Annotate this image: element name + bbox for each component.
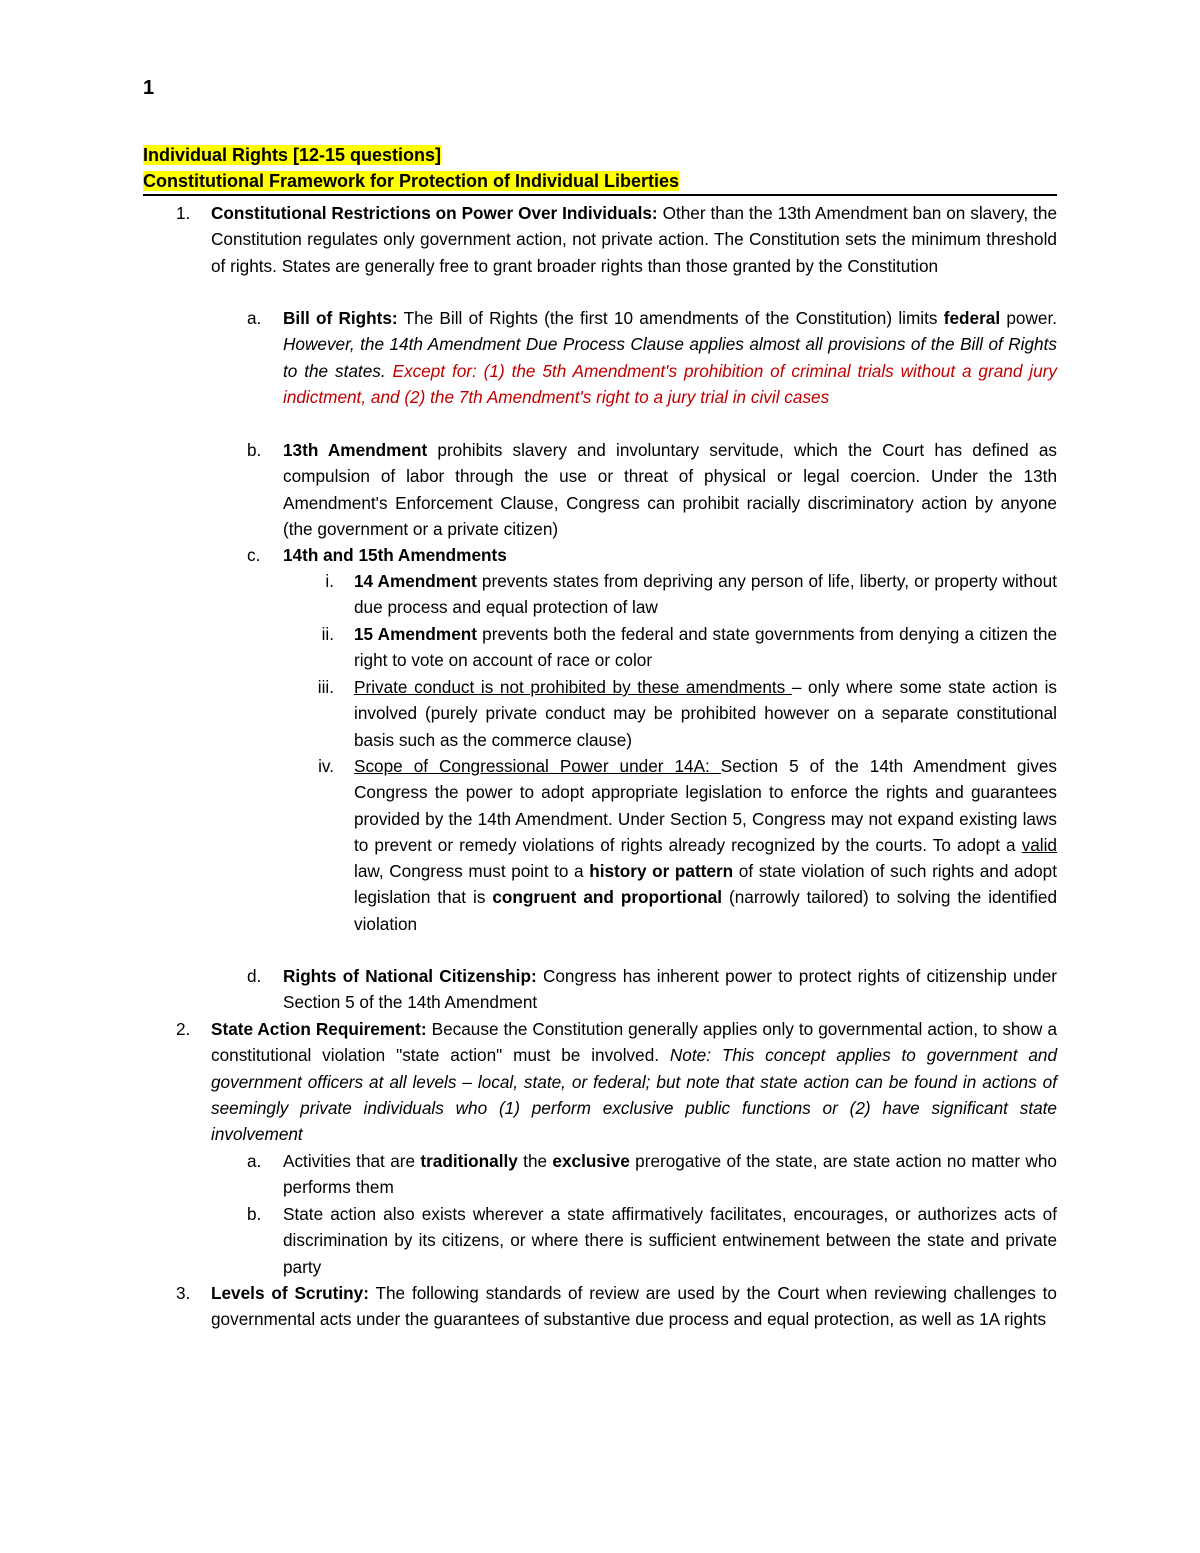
list-item-constitutional-restrictions (211, 200, 1057, 279)
bold-exclusive: exclusive (552, 1151, 630, 1171)
item-text: – only where some state action is involved (purely private conduct may be prohibited however on a separate constitutional basis such as the commerce clause) (354, 677, 1057, 750)
list-item-13th-amendment (283, 437, 1057, 542)
item-text: (narrowly tailored) to solving the identified violation (354, 887, 1058, 934)
bold-history-or-pattern: history or pattern (589, 861, 734, 882)
list-marker: ii. (321, 624, 334, 644)
list-marker: a. (247, 308, 262, 328)
item-text: Congress has inherent power to protect rights of citizenship under Section 5 of the 14th Amendment (283, 966, 1057, 1013)
item-text: Other than the 13th Amendment ban on slavery, the Constitution regulates only government action, not private action. The Constitution sets the minimum threshold of rights. States are generally free to grant broader rights than those granted by the Constitution (211, 203, 1058, 276)
list-item-14th-15th-amendments (283, 542, 1057, 568)
list-marker: iv. (318, 756, 334, 776)
list-item-15-amendment (354, 621, 1057, 674)
italic-note: However, the 14th Amendment Due Process Clause applies almost all provisions of the Bill of Rights to the states. (283, 334, 1057, 381)
item-title: 14th and 15th Amendments (283, 545, 507, 565)
list-marker: 1. (176, 203, 191, 223)
item-text: The following standards of review are used by the Court when reviewing challenges to governmental acts under the guarantees of substantive due process and equal protection, as well as 1A rights (211, 1283, 1057, 1330)
item-title: 15 Amendment (354, 624, 477, 644)
item-title: State Action Requirement: (211, 1019, 427, 1039)
item-text: Activities that are (283, 1151, 421, 1171)
list-marker: b. (247, 1204, 262, 1224)
heading-divider (143, 194, 1057, 196)
item-text: power. (1000, 308, 1057, 328)
page-number: 1 (143, 77, 155, 99)
list-marker: d. (247, 966, 262, 986)
heading-constitutional-framework (143, 169, 679, 193)
bold-federal: federal (943, 308, 1001, 328)
list-item-levels-of-scrutiny (211, 1280, 1057, 1333)
item-text: law, Congress must point to a (354, 861, 590, 882)
item-title: Constitutional Restrictions on Power Over Individuals: (211, 203, 658, 223)
item-text: prohibits slavery and involuntary servitude, which the Court has defined as compulsion of labor through the use or threat of physical or legal coercion. Under the 13th Amendment's Enforcement Clause, Congress can prohibit racially discriminatory action by anyone (the government or a private citizen) (283, 440, 1057, 539)
italic-note: Note: This concept applies to government and government officers at all levels – local, state, or federal; but note that state action can be found in actions of seemingly private individuals who (1) perform exclusive public functions or (2) have significant state involvement (211, 1045, 1057, 1145)
heading-text: Constitutional Framework for Protection of Individual Liberties (143, 171, 680, 191)
list-marker: c. (247, 545, 261, 565)
item-title: 13th Amendment (283, 440, 428, 460)
item-text: prerogative of the state, are state action no matter who performs them (283, 1151, 1057, 1198)
list-item-14-amendment (354, 568, 1057, 621)
underlined-valid: valid (1021, 834, 1057, 855)
list-item-traditional-prerogative (283, 1148, 1057, 1201)
heading-text: Individual Rights [12-15 questions] (143, 145, 442, 165)
list-marker: a. (247, 1151, 262, 1171)
item-title: 14 Amendment (354, 571, 477, 591)
list-item-scope-congressional-power (354, 753, 1057, 937)
list-item-bill-of-rights (283, 305, 1057, 410)
list-item-national-citizenship (283, 963, 1057, 1016)
list-marker: b. (247, 440, 262, 460)
list-item-state-facilitation (283, 1201, 1057, 1280)
item-text: prevents both the federal and state governments from denying a citizen the right to vote on account of race or color (354, 624, 1057, 671)
item-text: State action also exists wherever a state affirmatively facilitates, encourages, or authorizes acts of discrimination by its citizens, or where there is sufficient entwinement between the state and private party (283, 1204, 1057, 1277)
item-title: Rights of National Citizenship: (283, 966, 537, 986)
underlined-text: Private conduct is not prohibited by these amendments (354, 677, 792, 697)
item-text: prevents states from depriving any person of life, liberty, or property without due process and equal protection of law (354, 571, 1057, 618)
item-text: The Bill of Rights (the first 10 amendments of the Constitution) limits (397, 308, 944, 328)
list-item-private-conduct (354, 674, 1057, 753)
red-exception-note: Except for: (1) the 5th Amendment's prohibition of criminal trials without a grand jury indictment, and (2) the 7th Amendment's right to a jury trial in civil cases (283, 360, 1057, 407)
list-marker: i. (325, 571, 334, 591)
item-title: Bill of Rights: (283, 308, 398, 328)
underlined-text: Scope of Congressional Power under 14A: (354, 756, 721, 776)
item-text: Because the Constitution generally applies only to governmental action, to show a constitutional violation "state action" must be involved. (211, 1019, 1058, 1066)
item-text: the (517, 1151, 553, 1171)
list-item-state-action (211, 1016, 1057, 1147)
list-marker: 2. (176, 1019, 191, 1039)
bold-traditionally: traditionally (420, 1151, 518, 1171)
list-marker: iii. (317, 677, 334, 697)
item-title: Levels of Scrutiny: (211, 1283, 369, 1303)
list-marker: 3. (176, 1283, 191, 1303)
item-text: Section 5 of the 14th Amendment gives Congress the power to adopt appropriate legislation to enforce the rights and guarantees provided by the 14th Amendment. Under Section 5, Congress may not expand existing laws to prevent or remedy violations of rights already recognized by the courts. To adopt a (354, 756, 1057, 855)
item-text: of state violation of such rights and adopt legislation that is (354, 861, 1057, 908)
bold-congruent-proportional: congruent and proportional (492, 887, 723, 908)
heading-individual-rights (143, 143, 441, 167)
